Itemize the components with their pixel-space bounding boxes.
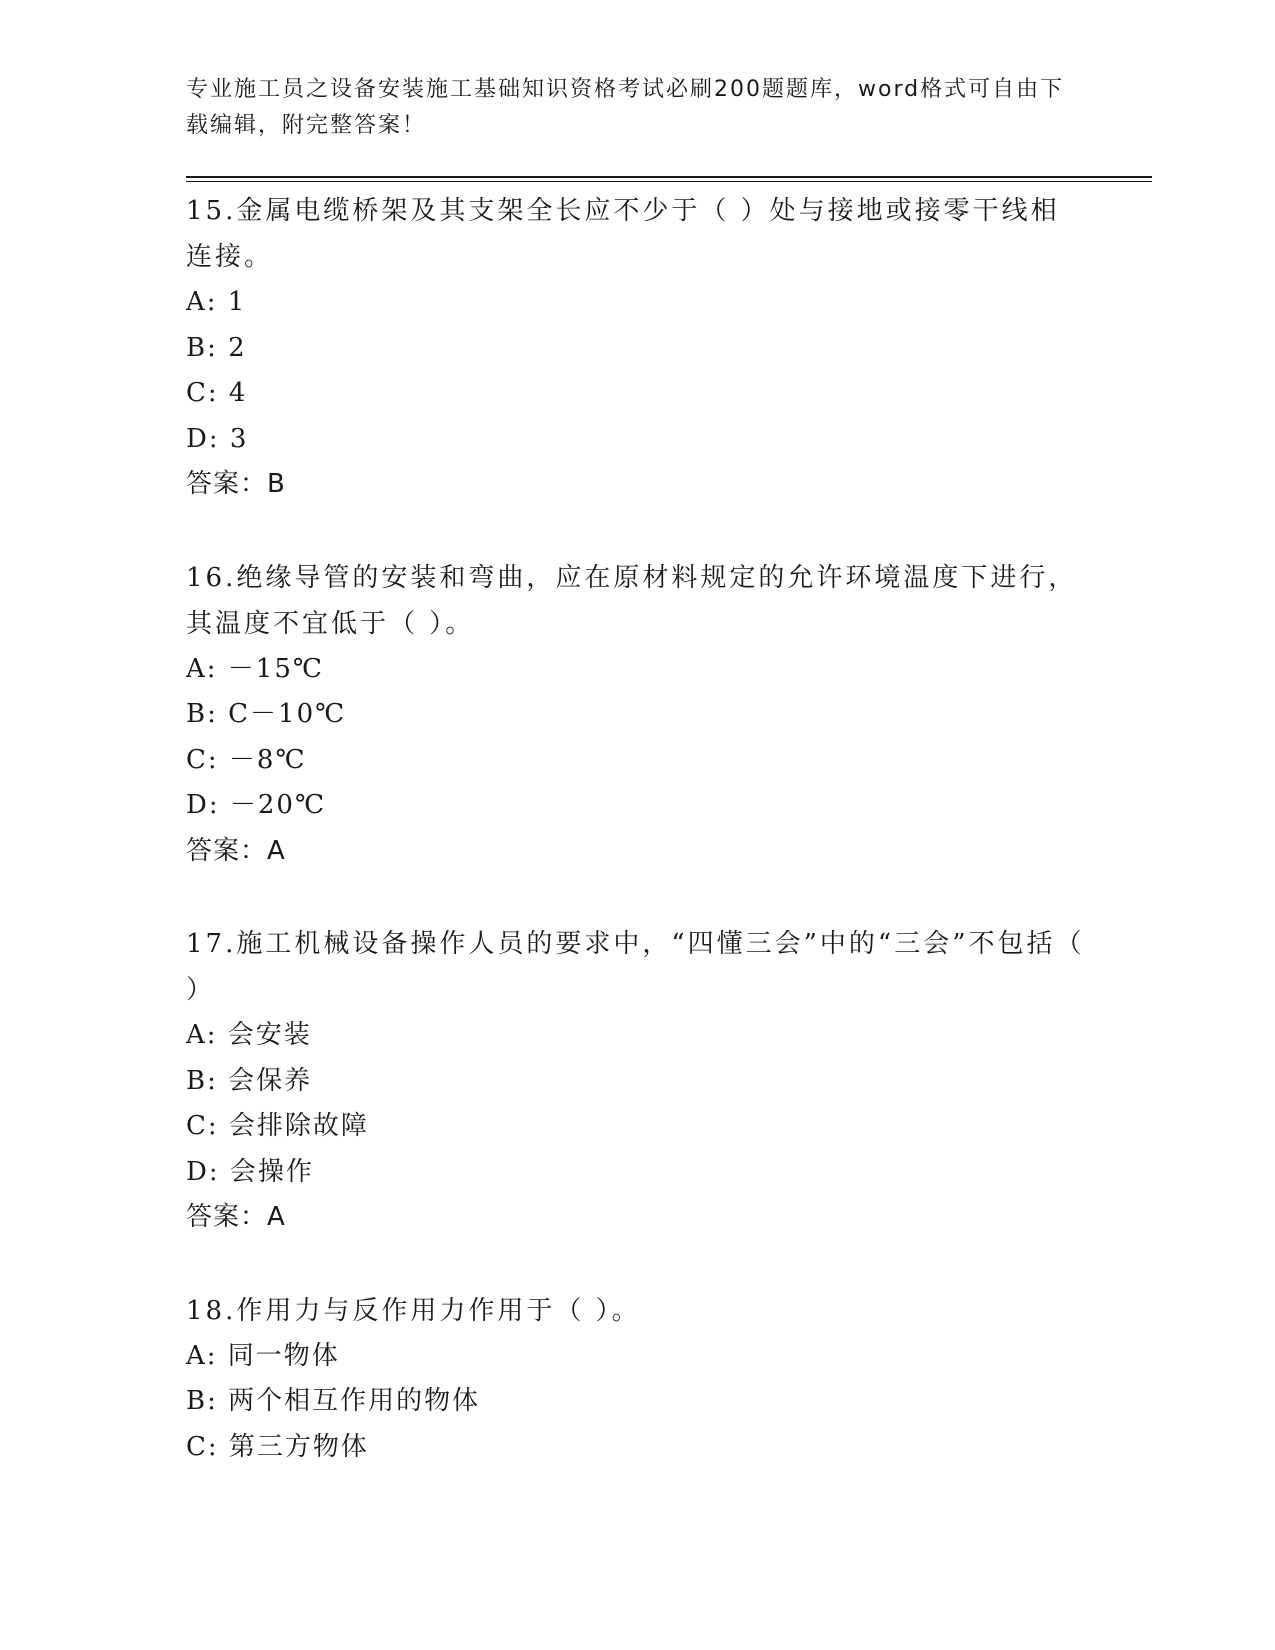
option-c: C: 4 [186,378,248,408]
option-d: D: 3 [186,423,249,454]
header-divider-thick [186,176,1152,178]
question-text: 15.金属电缆桥架及其支架全长应不少于（ ）处与接地或接零干线相连接。 [186,196,1060,272]
option-b: B: C－10℃ [186,699,347,729]
answer-line: 答案：A [186,1202,286,1232]
question-16 [186,555,1086,875]
option-a: A: 同一物体 [186,1340,340,1371]
question-text: 16.绝缘导管的安装和弯曲，应在原材料规定的允许环境温度下进行，其温度不宜低于（ ）。 [186,562,1078,639]
option-d: D: 会操作 [186,1156,314,1187]
option-c: C: －8℃ [186,744,307,775]
option-a: A: －15℃ [186,653,324,684]
option-b: B: 2 [186,332,247,363]
question-spacer [186,874,1086,921]
question-15 [186,188,1086,508]
question-text: 18.作用力与反作用力作用于（ ）。 [186,1295,641,1326]
option-a: A: 1 [186,287,247,317]
option-a: A: 会安装 [186,1020,312,1050]
option-c: C: 会排除故障 [186,1111,369,1141]
option-b: B: 会保养 [186,1065,313,1096]
option-d: D: －20℃ [186,790,327,820]
option-b: B: 两个相互作用的物体 [186,1386,481,1416]
question-18 [186,1288,1086,1471]
question-text: 17.施工机械设备操作人员的要求中，“四懂三会”中的“三会”不包括（ ） [186,929,1085,1005]
question-17 [186,921,1086,1241]
question-spacer [186,508,1086,555]
header-divider-thin [186,181,1152,182]
answer-line: 答案：B [186,469,286,499]
option-c: C: 第三方物体 [186,1431,369,1462]
document-header: 专业施工员之设备安装施工基础知识资格考试必刷200题题库，word格式可自由下载编辑，附完整答案！ [186,77,1065,138]
question-spacer [186,1241,1086,1288]
question-list [186,188,1086,1470]
answer-line: 答案：A [186,835,286,866]
